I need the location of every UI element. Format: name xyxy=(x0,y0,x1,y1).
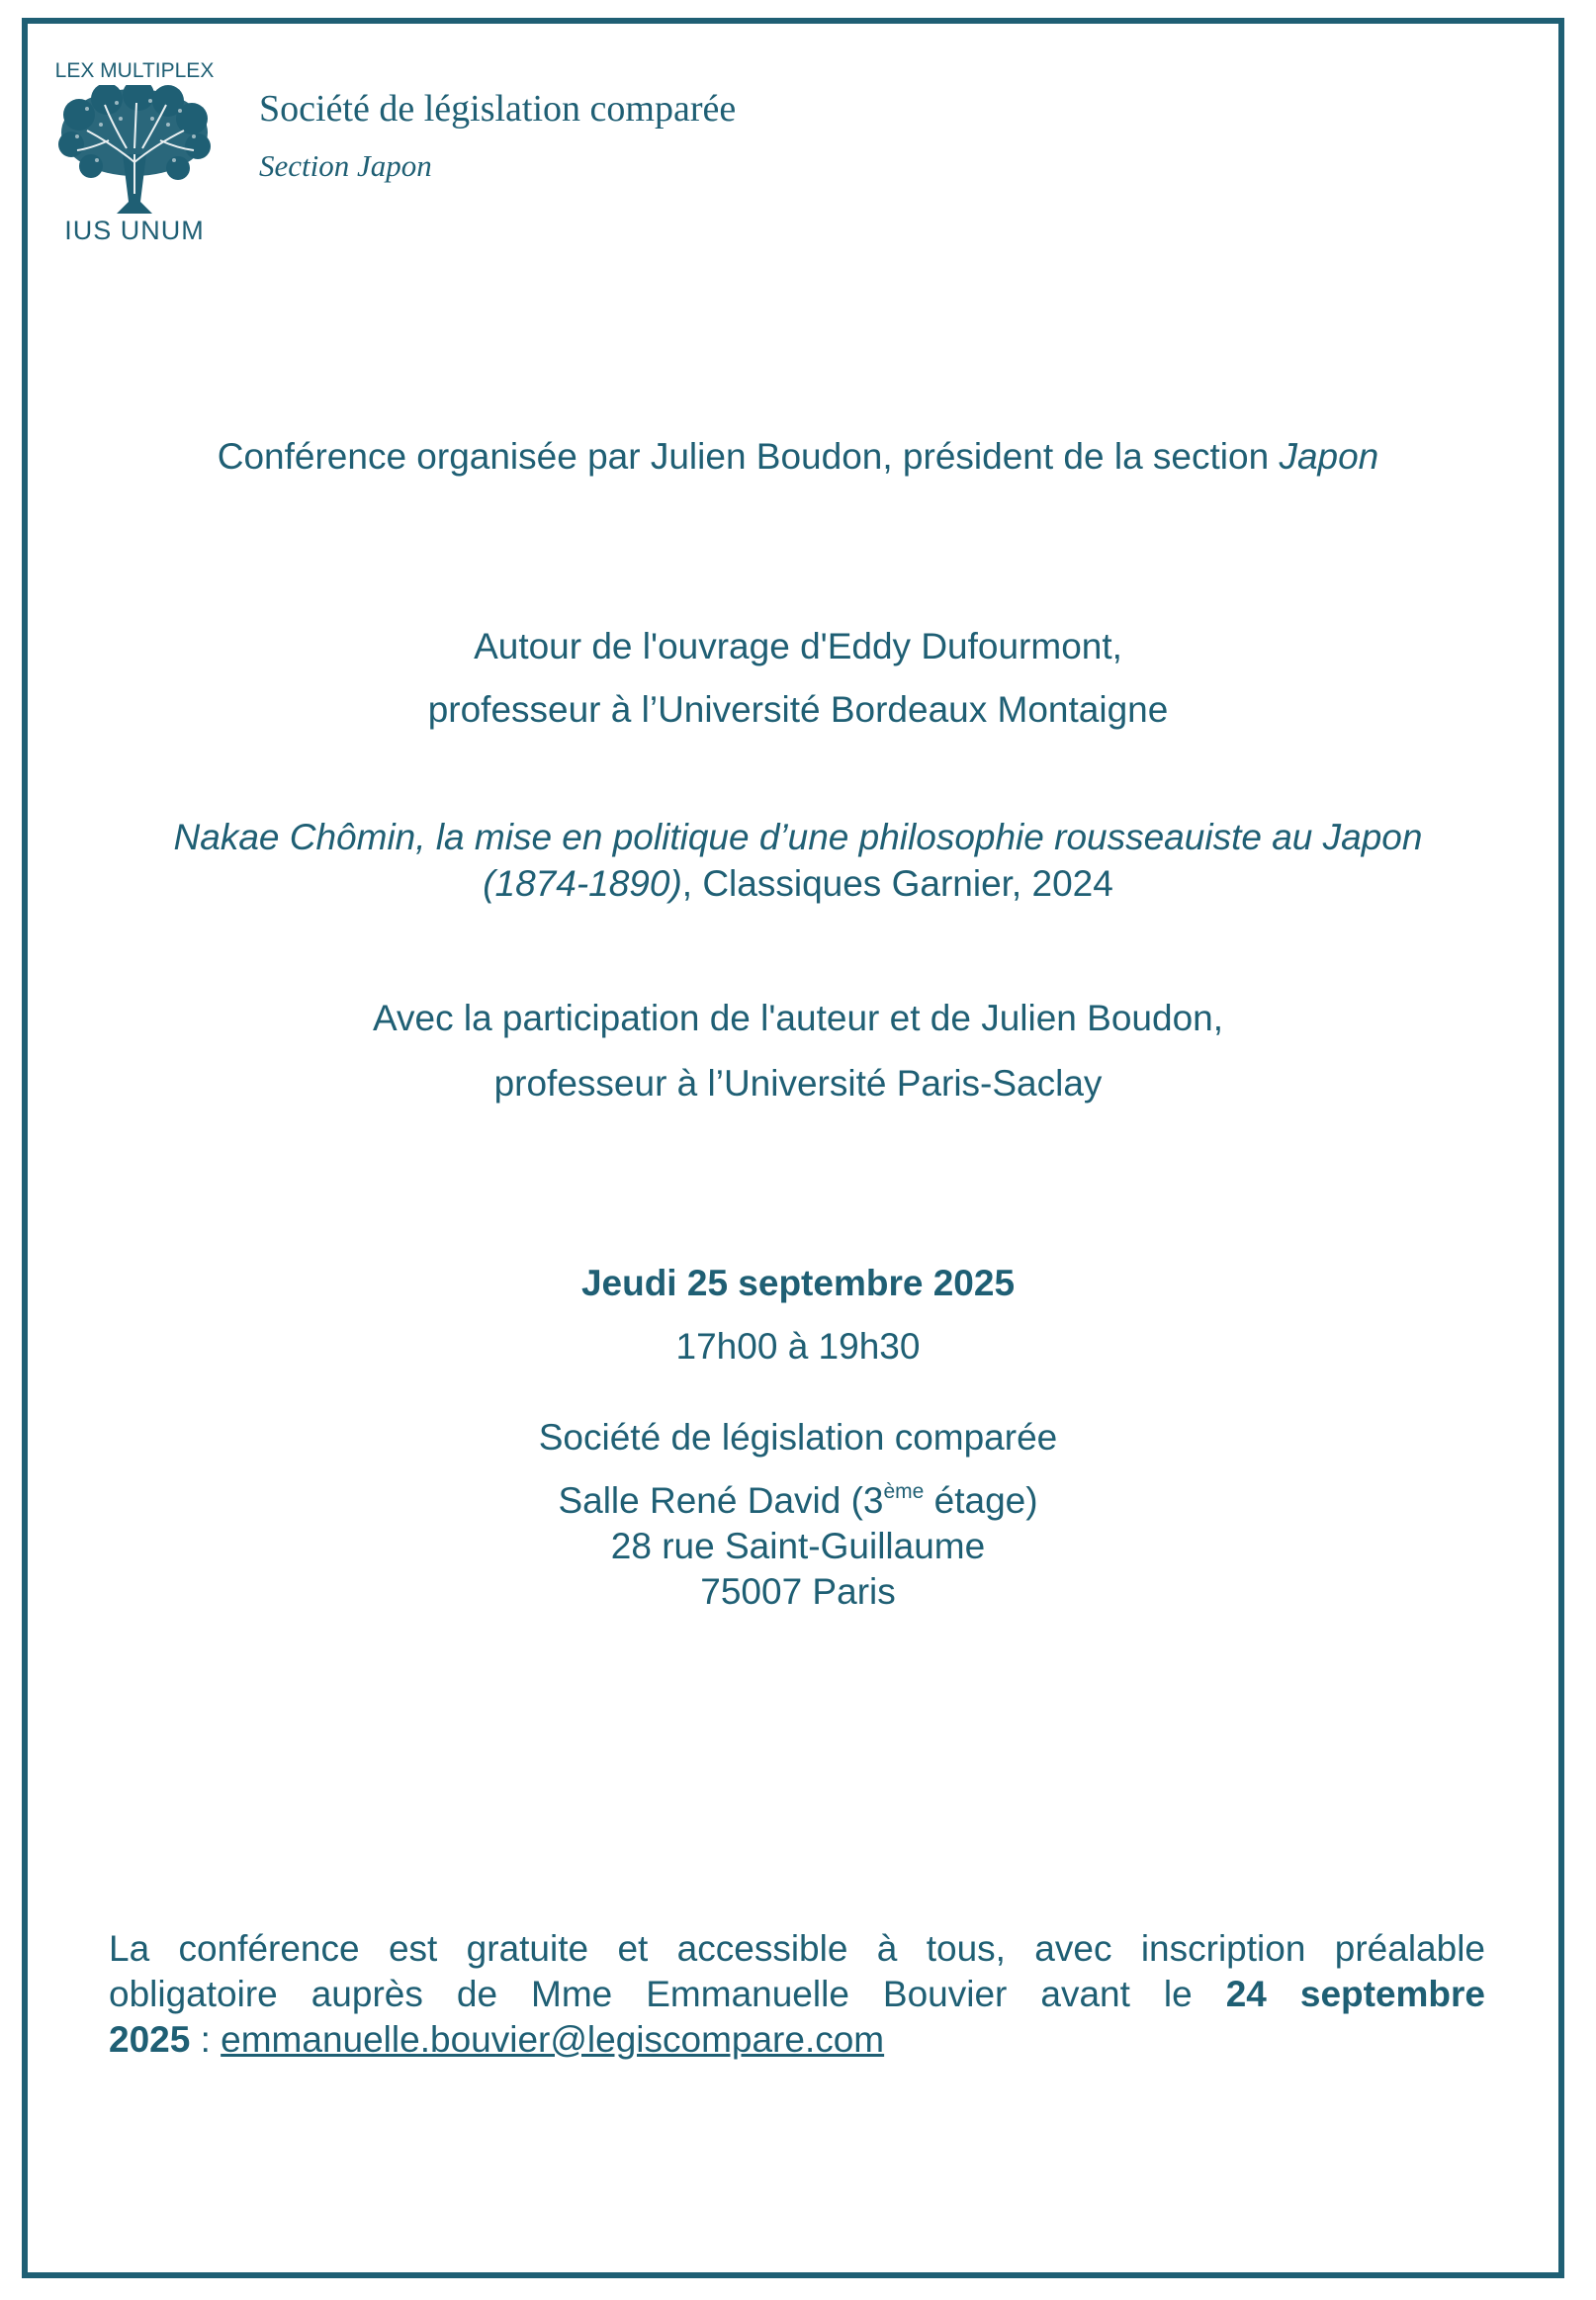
venue-room-text: Salle René David (3 xyxy=(558,1480,884,1521)
notice-line3 xyxy=(109,2017,1485,2063)
notice-deadline-year: 2025 xyxy=(109,2019,191,2060)
notice-line2-text: obligatoire auprès de Mme Emmanuelle Bouvier avant le xyxy=(109,1974,1226,2014)
book-title-line2 xyxy=(0,862,1596,906)
organizer-line xyxy=(0,435,1596,479)
registration-notice xyxy=(109,1926,1485,2063)
tree-icon xyxy=(57,85,212,216)
organizer-text: Conférence organisée par Julien Boudon, président de la section xyxy=(217,436,1280,477)
logo-bottom-text: IUS UNUM xyxy=(64,216,205,245)
notice-line2 xyxy=(109,1972,1485,2017)
book-intro-line1: Autour de l'ouvrage d'Eddy Dufourmont, xyxy=(474,626,1122,666)
org-name: Société de législation comparée xyxy=(259,88,737,130)
section-name: Section Japon xyxy=(259,148,432,183)
book-years: (1874-1890) xyxy=(483,863,682,904)
venue-room-floor: étage) xyxy=(924,1480,1038,1521)
venue-city: 75007 Paris xyxy=(700,1571,896,1612)
venue-room-sup: ème xyxy=(883,1480,925,1503)
venue-street: 28 rue Saint-Guillaume xyxy=(610,1526,986,1566)
event-time: 17h00 à 19h30 xyxy=(675,1326,921,1367)
contact-email-link[interactable]: emmanuelle.bouvier@legiscompare.com xyxy=(221,2019,885,2060)
venue-room xyxy=(0,1479,1596,1523)
notice-separator: : xyxy=(190,2019,222,2060)
notice-deadline: 24 septembre xyxy=(1225,1974,1485,2014)
logo xyxy=(51,59,218,253)
book-intro-line2: professeur à l’Université Bordeaux Montaigne xyxy=(427,689,1169,730)
venue-org: Société de législation comparée xyxy=(538,1417,1058,1458)
organizer-section-italic: Japon xyxy=(1279,436,1379,477)
participation-line1: Avec la participation de l'auteur et de Julien Boudon, xyxy=(372,998,1223,1038)
logo-top-text: LEX MULTIPLEX xyxy=(54,59,215,82)
participation-line2: professeur à l’Université Paris-Saclay xyxy=(493,1063,1103,1104)
notice-line1: La conférence est gratuite et accessible à tous, avec inscription préalable xyxy=(109,1928,1485,1969)
book-publisher: , Classiques Garnier, 2024 xyxy=(681,863,1113,904)
event-date: Jeudi 25 septembre 2025 xyxy=(580,1263,1016,1303)
book-title-line1: Nakae Chômin, la mise en politique d’une philosophie rousseauiste au Japon xyxy=(173,817,1423,857)
